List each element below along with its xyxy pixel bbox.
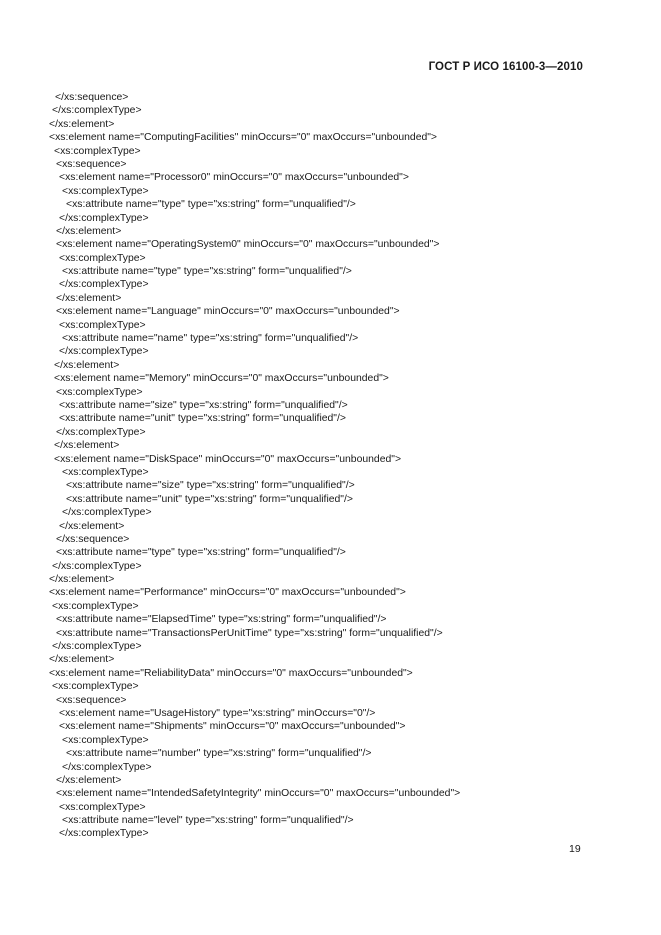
- code-line: <xs:complexType>: [59, 319, 146, 331]
- code-line: </xs:complexType>: [52, 105, 142, 117]
- code-line: </xs:element>: [59, 520, 125, 532]
- code-line: <xs:complexType>: [62, 185, 149, 197]
- code-line: </xs:element>: [49, 118, 115, 130]
- code-line: <xs:complexType>: [52, 681, 139, 693]
- code-line: <xs:element name="IntendedSafetyIntegrity" minOccurs="0" maxOccurs="unbounded">: [56, 788, 461, 800]
- page-number: 19: [569, 843, 581, 855]
- code-line: <xs:element name="UsageHistory" type="xs:string" minOccurs="0"/>: [59, 707, 376, 719]
- code-line: </xs:element>: [49, 654, 115, 666]
- code-line: </xs:complexType>: [52, 560, 142, 572]
- code-line: </xs:element>: [54, 440, 120, 452]
- code-line: <xs:attribute name="size" type="xs:string" form="unqualified"/>: [66, 480, 355, 492]
- code-line: <xs:attribute name="type" type="xs:string" form="unqualified"/>: [62, 266, 352, 278]
- code-line: </xs:complexType>: [56, 426, 146, 438]
- code-line: </xs:element>: [54, 359, 120, 371]
- code-line: <xs:element name="Language" minOccurs="0" maxOccurs="unbounded">: [56, 306, 400, 318]
- code-line: </xs:complexType>: [52, 641, 142, 653]
- code-line: </xs:complexType>: [62, 761, 152, 773]
- code-line: </xs:element>: [56, 292, 122, 304]
- code-line: <xs:attribute name="number" type="xs:string" form="unqualified"/>: [66, 748, 372, 760]
- code-line: </xs:sequence>: [56, 533, 130, 545]
- code-line: </xs:complexType>: [59, 212, 149, 224]
- code-line: <xs:element name="Shipments" minOccurs="0" maxOccurs="unbounded">: [59, 721, 406, 733]
- code-line: <xs:element name="ReliabilityData" minOccurs="0" maxOccurs="unbounded">: [49, 667, 413, 679]
- code-line: <xs:element name="ComputingFacilities" minOccurs="0" maxOccurs="unbounded">: [49, 132, 438, 144]
- code-line: <xs:attribute name="ElapsedTime" type="xs:string" form="unqualified"/>: [56, 614, 387, 626]
- code-line: </xs:element>: [49, 574, 115, 586]
- code-line: <xs:element name="Performance" minOccurs="0" maxOccurs="unbounded">: [49, 587, 406, 599]
- code-line: </xs:sequence>: [55, 92, 129, 103]
- code-line: </xs:element>: [56, 225, 122, 237]
- code-line: <xs:complexType>: [59, 801, 146, 813]
- code-line: </xs:complexType>: [62, 507, 152, 519]
- code-line: </xs:element>: [56, 774, 122, 786]
- code-line: <xs:attribute name="name" type="xs:string" form="unqualified"/>: [62, 333, 359, 345]
- code-line: <xs:complexType>: [59, 252, 146, 264]
- code-line: </xs:complexType>: [59, 346, 149, 358]
- code-line: </xs:complexType>: [59, 279, 149, 291]
- code-line: <xs:complexType>: [56, 386, 143, 398]
- code-line: <xs:complexType>: [62, 734, 149, 746]
- code-line: <xs:complexType>: [62, 466, 149, 478]
- code-line: <xs:attribute name="unit" type="xs:string" form="unqualified"/>: [59, 413, 346, 425]
- code-line: <xs:attribute name="level" type="xs:string" form="unqualified"/>: [62, 815, 354, 827]
- code-line: <xs:complexType>: [54, 145, 141, 157]
- code-line: <xs:element name="OperatingSystem0" minOccurs="0" maxOccurs="unbounded">: [56, 239, 440, 251]
- xml-schema-listing: [0, 91, 661, 841]
- code-line: <xs:attribute name="TransactionsPerUnitTime" type="xs:string" form="unqualified"/>: [56, 627, 443, 639]
- code-line: <xs:element name="DiskSpace" minOccurs="0" maxOccurs="unbounded">: [54, 453, 402, 465]
- code-line: <xs:attribute name="size" type="xs:string" form="unqualified"/>: [59, 399, 348, 411]
- code-line: <xs:sequence>: [56, 694, 127, 706]
- code-line: </xs:complexType>: [59, 828, 149, 840]
- code-line: <xs:attribute name="type" type="xs:string" form="unqualified"/>: [56, 547, 346, 559]
- code-line: <xs:element name="Processor0" minOccurs="0" maxOccurs="unbounded">: [59, 172, 409, 184]
- code-line: <xs:attribute name="type" type="xs:string" form="unqualified"/>: [66, 199, 356, 211]
- code-line: <xs:element name="Memory" minOccurs="0" maxOccurs="unbounded">: [54, 373, 389, 385]
- code-line: <xs:attribute name="unit" type="xs:string" form="unqualified"/>: [66, 493, 353, 505]
- code-line: <xs:complexType>: [52, 600, 139, 612]
- document-header: ГОСТ Р ИСО 16100-3—2010: [428, 61, 583, 73]
- code-line: <xs:sequence>: [56, 158, 127, 170]
